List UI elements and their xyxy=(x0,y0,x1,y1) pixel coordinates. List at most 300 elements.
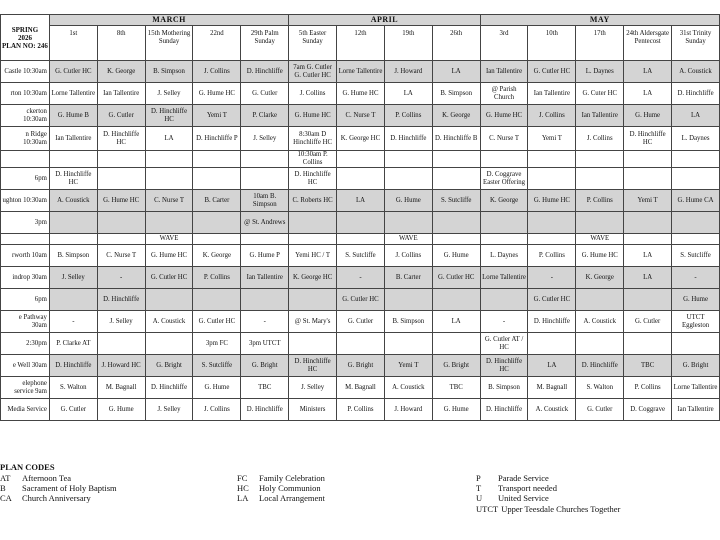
plan-cell xyxy=(624,168,672,190)
plan-cell: S. Walton xyxy=(576,377,624,399)
date-header xyxy=(432,26,480,61)
plan-cell: LA xyxy=(528,355,576,377)
plan-cell: B. Carter xyxy=(384,267,432,289)
code-meaning: Upper Teesdale Churches Together xyxy=(501,503,621,514)
date-label: 5th Easter Sunday xyxy=(298,30,327,45)
plan-cell xyxy=(480,151,528,168)
plan-cell: J. Howard xyxy=(384,399,432,421)
plan-cell: P. Collins xyxy=(337,399,385,421)
plan-cell: G. Hume HC xyxy=(576,245,624,267)
plan-cell xyxy=(337,151,385,168)
code-meaning: United Service xyxy=(498,493,549,504)
date-header xyxy=(480,26,528,61)
plan-cell: - xyxy=(97,267,145,289)
plan-cell: J. Collins xyxy=(576,127,624,151)
plan-cell: D. Hinchliffe xyxy=(384,127,432,151)
plan-cell: A. Coustick xyxy=(49,190,97,212)
plan-cell: Yemi T xyxy=(193,105,241,127)
plan-cell: TBC xyxy=(432,377,480,399)
plan-row xyxy=(1,245,720,267)
plan-cell xyxy=(193,151,241,168)
plan-cell: M. Bagnall xyxy=(528,377,576,399)
plan-cell: G. Hume HC xyxy=(145,245,193,267)
plan-cell xyxy=(672,151,720,168)
code-entry xyxy=(237,473,325,483)
plan-cell xyxy=(241,151,289,168)
plan-cell xyxy=(528,151,576,168)
plan-cell xyxy=(528,212,576,234)
plan-cell xyxy=(480,234,528,245)
corner-line: 2026 xyxy=(17,33,32,42)
church-label xyxy=(1,234,50,245)
plan-cell: P. Clarke AT xyxy=(49,333,97,355)
plan-cell: G. Bright xyxy=(337,355,385,377)
church-label: ckerton 10:30am xyxy=(1,105,50,127)
plan-cell: B. Simpson xyxy=(384,311,432,333)
code-abbrev: P xyxy=(476,473,481,483)
plan-cell: Lorne Tallentire xyxy=(480,267,528,289)
plan-cell: K. George xyxy=(97,61,145,83)
plan-cell: G. Bright xyxy=(145,355,193,377)
plan-cell: TBC xyxy=(241,377,289,399)
plan-row xyxy=(1,289,720,311)
plan-row xyxy=(1,355,720,377)
plan-cell: G. Hume HC xyxy=(193,83,241,105)
plan-cell xyxy=(97,333,145,355)
plan-cell: J. Selley xyxy=(145,83,193,105)
plan-cell: WAVE xyxy=(384,234,432,245)
plan-cell: G. Hume xyxy=(672,289,720,311)
plan-row xyxy=(1,333,720,355)
plan-cell: G. Hume xyxy=(432,245,480,267)
preaching-plan-table xyxy=(0,14,720,421)
church-label xyxy=(1,151,50,168)
plan-cell xyxy=(384,289,432,311)
plan-cell: G. Cutler HC xyxy=(49,61,97,83)
plan-cell: A. Coustick xyxy=(528,399,576,421)
church-label: 6pm xyxy=(1,289,50,311)
code-abbrev: FC xyxy=(237,473,248,483)
plan-cell xyxy=(528,333,576,355)
plan-corner-label xyxy=(1,15,50,61)
plan-cell: J. Selley xyxy=(145,399,193,421)
plan-cell: D. Coggrave xyxy=(624,399,672,421)
plan-cell: S. Sutcliffe xyxy=(432,190,480,212)
plan-cell: Lorne Tallentire xyxy=(672,377,720,399)
plan-cell xyxy=(432,212,480,234)
date-label: 26th xyxy=(450,30,463,37)
plan-cell xyxy=(289,289,337,311)
plan-cell: J. Howard HC xyxy=(97,355,145,377)
code-abbrev: T xyxy=(476,483,482,494)
plan-row xyxy=(1,399,720,421)
code-abbrev: B xyxy=(0,483,6,494)
plan-cell xyxy=(576,212,624,234)
church-label: 6pm xyxy=(1,168,50,190)
plan-cell: S. Sutcliffe xyxy=(337,245,385,267)
plan-cell: Lorne Tallentire xyxy=(337,61,385,83)
plan-cell xyxy=(576,168,624,190)
corner-line: PLAN NO: 246 xyxy=(2,41,48,50)
plan-cell: D. Hinchliffe xyxy=(480,399,528,421)
code-entry xyxy=(476,473,620,483)
plan-cell xyxy=(289,212,337,234)
plan-cell xyxy=(624,333,672,355)
plan-cell: G. Bright xyxy=(672,355,720,377)
plan-cell: D. Hinchliffe xyxy=(241,61,289,83)
plan-cell: G. Cutler xyxy=(241,83,289,105)
plan-cell: - xyxy=(528,267,576,289)
plan-cell xyxy=(145,289,193,311)
plan-row xyxy=(1,267,720,289)
plan-cell: D. Hinchliffe xyxy=(528,311,576,333)
date-label: 10th xyxy=(545,30,558,37)
plan-cell xyxy=(241,234,289,245)
plan-cell: L. Daynes xyxy=(672,127,720,151)
plan-cell: TBC xyxy=(624,355,672,377)
plan-cell: Ian Tallentire xyxy=(241,267,289,289)
plan-cell xyxy=(193,234,241,245)
church-label: 3pm xyxy=(1,212,50,234)
plan-cell: B. Carter xyxy=(193,190,241,212)
plan-cell xyxy=(384,333,432,355)
plan-cell: LA xyxy=(432,61,480,83)
plan-cell: G. Hume xyxy=(97,399,145,421)
plan-cell: B. Simpson xyxy=(145,61,193,83)
plan-cell: C. Nurse T xyxy=(145,190,193,212)
church-label: indrop 30am xyxy=(1,267,50,289)
plan-cell: D. Hinchliffe P xyxy=(193,127,241,151)
date-header xyxy=(384,26,432,61)
plan-cell: D. Hinchliffe HC xyxy=(289,355,337,377)
plan-cell xyxy=(241,168,289,190)
plan-cell: Yemi T xyxy=(384,355,432,377)
plan-cell: G. Cutler HC xyxy=(145,267,193,289)
plan-cell: G. Hume xyxy=(193,377,241,399)
plan-cell: D. Coggrave Easter Offering xyxy=(480,168,528,190)
code-entry xyxy=(237,493,325,503)
plan-cell xyxy=(337,234,385,245)
plan-cell: LA xyxy=(337,190,385,212)
plan-cell: D. Hinchliffe HC xyxy=(624,127,672,151)
plan-row xyxy=(1,127,720,151)
plan-cell: @ Parish Church xyxy=(480,83,528,105)
date-header xyxy=(49,26,97,61)
plan-cell: J. Collins xyxy=(384,245,432,267)
plan-codes-title: PLAN CODES xyxy=(0,462,55,472)
plan-cell: S. Sutcliffe xyxy=(672,245,720,267)
plan-cell: K. George xyxy=(576,267,624,289)
plan-row xyxy=(1,168,720,190)
plan-cell xyxy=(624,234,672,245)
plan-cell: G. Hume xyxy=(384,190,432,212)
plan-cell: G. Hume xyxy=(432,399,480,421)
plan-cell xyxy=(97,234,145,245)
plan-cell: P. Collins xyxy=(384,105,432,127)
date-label: 19th xyxy=(402,30,415,37)
plan-cell xyxy=(672,168,720,190)
date-label: 12th xyxy=(354,30,367,37)
plan-cell: B. Simpson xyxy=(49,245,97,267)
plan-cell: 10am B. Simpson xyxy=(241,190,289,212)
plan-cell xyxy=(576,333,624,355)
date-header xyxy=(528,26,576,61)
plan-cell: LA xyxy=(384,83,432,105)
plan-cell: LA xyxy=(624,267,672,289)
plan-cell: J. Collins xyxy=(289,83,337,105)
code-meaning: Transport needed xyxy=(498,483,557,494)
plan-row xyxy=(1,61,720,83)
plan-cell xyxy=(97,212,145,234)
plan-cell: D. Hinchliffe HC xyxy=(480,355,528,377)
plan-cell xyxy=(432,234,480,245)
plan-cell xyxy=(241,289,289,311)
plan-cell: M. Bagnall xyxy=(337,377,385,399)
plan-cell: P. Collins xyxy=(576,190,624,212)
plan-cell xyxy=(49,234,97,245)
plan-cell: D. Hinchliffe xyxy=(49,355,97,377)
plan-cell: Lorne Tallentire xyxy=(49,83,97,105)
code-abbrev: U xyxy=(476,493,483,504)
plan-row xyxy=(1,83,720,105)
church-label: elephone service 9am xyxy=(1,377,50,399)
plan-cell: @ St. Mary's xyxy=(289,311,337,333)
plan-cell: G. Cutler xyxy=(49,399,97,421)
plan-cell: D. Hinchliffe B xyxy=(432,127,480,151)
plan-cell: Yemi T xyxy=(528,127,576,151)
plan-cell xyxy=(289,333,337,355)
date-label: 31st Trinity Sunday xyxy=(679,30,712,45)
date-label: 3rd xyxy=(499,30,509,37)
plan-cell: LA xyxy=(432,311,480,333)
church-label: e Pathway 30am xyxy=(1,311,50,333)
date-label: 24th Aldersgate Pentecost xyxy=(626,30,670,45)
plan-cell xyxy=(193,212,241,234)
plan-cell: G. Hume CA xyxy=(672,190,720,212)
plan-cell: Ian Tallentire xyxy=(49,127,97,151)
plan-cell: G. Hume xyxy=(624,105,672,127)
plan-cell xyxy=(193,289,241,311)
plan-cell: @ St. Andrews xyxy=(241,212,289,234)
plan-cell: D. Hinchliffe HC xyxy=(49,168,97,190)
date-header xyxy=(672,26,720,61)
church-label: ughton 10:30am xyxy=(1,190,50,212)
plan-cell: P. Collins xyxy=(528,245,576,267)
plan-cell: G. Cuter HC xyxy=(576,83,624,105)
plan-cell xyxy=(145,212,193,234)
code-meaning: Sacrament of Holy Baptism xyxy=(22,483,117,494)
plan-cell: P. Clarke xyxy=(241,105,289,127)
date-header xyxy=(97,26,145,61)
plan-cell xyxy=(145,333,193,355)
codes-column-1 xyxy=(0,473,117,504)
code-abbrev: AT xyxy=(0,473,11,483)
plan-cell xyxy=(145,151,193,168)
plan-cell: UTCT Eggleston xyxy=(672,311,720,333)
month-header-march: MARCH xyxy=(49,15,288,26)
plan-cell: Ian Tallentire xyxy=(528,83,576,105)
plan-cell: LA xyxy=(624,83,672,105)
plan-cell: D. Hinchliffe HC xyxy=(97,127,145,151)
code-entry xyxy=(476,493,620,503)
plan-cell xyxy=(528,234,576,245)
date-label: 17th xyxy=(593,30,606,37)
code-entry xyxy=(476,504,620,514)
plan-cell: C. Nurse T xyxy=(337,105,385,127)
plan-row xyxy=(1,105,720,127)
code-entry xyxy=(0,483,117,493)
plan-row xyxy=(1,151,720,168)
plan-cell: J. Collins xyxy=(193,61,241,83)
code-abbrev: LA xyxy=(237,493,249,504)
plan-cell xyxy=(193,168,241,190)
plan-cell xyxy=(432,333,480,355)
plan-cell: C. Roberts HC xyxy=(289,190,337,212)
plan-cell: G. Cutler AT / HC xyxy=(480,333,528,355)
date-header xyxy=(576,26,624,61)
corner-line: SPRING xyxy=(11,25,39,34)
plan-cell: D. Hinchliffe xyxy=(241,399,289,421)
plan-cell: G. Cutler xyxy=(624,311,672,333)
plan-cell: G. Cutler HC xyxy=(193,311,241,333)
church-label: Media Service xyxy=(1,399,50,421)
plan-cell: L. Daynes xyxy=(480,245,528,267)
date-label: 22nd xyxy=(210,30,224,37)
plan-cell: 3pm UTCT xyxy=(241,333,289,355)
plan-cell: Ian Tallentire xyxy=(672,399,720,421)
plan-cell xyxy=(432,289,480,311)
code-entry xyxy=(237,483,325,493)
plan-cell: D. Hinchliffe xyxy=(576,355,624,377)
plan-cell: K. George HC xyxy=(337,127,385,151)
plan-cell: Ministers xyxy=(289,399,337,421)
plan-cell: 8:30am D Hinchliffe HC xyxy=(289,127,337,151)
code-meaning: Church Anniversary xyxy=(22,493,91,504)
plan-cell: G. Cutler xyxy=(576,399,624,421)
plan-cell: S. Walton xyxy=(49,377,97,399)
plan-cell xyxy=(528,168,576,190)
codes-column-2 xyxy=(237,473,325,504)
plan-cell xyxy=(672,234,720,245)
plan-cell xyxy=(480,212,528,234)
plan-cell: LA xyxy=(624,245,672,267)
code-meaning: Local Arrangement xyxy=(259,493,325,504)
plan-cell: G. Cutler HC xyxy=(528,61,576,83)
plan-cell: D. Hinchliffe xyxy=(145,377,193,399)
plan-cell: - xyxy=(337,267,385,289)
plan-cell: C. Nurse T xyxy=(480,127,528,151)
code-entry xyxy=(476,483,620,493)
plan-cell: G. Cutler HC xyxy=(432,267,480,289)
code-meaning: Holy Communion xyxy=(259,483,321,494)
plan-cell: J. Howard xyxy=(384,61,432,83)
plan-cell: G. Hume HC xyxy=(289,105,337,127)
plan-cell: 3pm FC xyxy=(193,333,241,355)
plan-row xyxy=(1,311,720,333)
plan-cell: WAVE xyxy=(145,234,193,245)
plan-row xyxy=(1,377,720,399)
plan-cell: G. Cutler HC xyxy=(528,289,576,311)
church-label: Castle 10:30am xyxy=(1,61,50,83)
plan-cell xyxy=(337,212,385,234)
plan-cell xyxy=(672,212,720,234)
plan-cell: - xyxy=(49,311,97,333)
plan-cell: B. Simpson xyxy=(480,377,528,399)
plan-cell: D. Hinchliffe xyxy=(672,83,720,105)
plan-cell: G. Cutler xyxy=(337,311,385,333)
plan-cell: G. Bright xyxy=(432,355,480,377)
plan-cell: - xyxy=(672,267,720,289)
date-header xyxy=(624,26,672,61)
plan-cell: M. Bagnall xyxy=(97,377,145,399)
code-abbrev: CA xyxy=(0,493,12,504)
plan-cell: P. Collins xyxy=(624,377,672,399)
church-label: rworth 10am xyxy=(1,245,50,267)
plan-cell: Ian Tallentire xyxy=(480,61,528,83)
plan-row xyxy=(1,234,720,245)
month-header-april: APRIL xyxy=(289,15,480,26)
plan-cell: S. Sutcliffe xyxy=(193,355,241,377)
date-header xyxy=(337,26,385,61)
plan-cell: LA xyxy=(624,61,672,83)
plan-cell: K. George xyxy=(480,190,528,212)
church-label: n Ridge 10:30am xyxy=(1,127,50,151)
plan-cell xyxy=(576,289,624,311)
plan-cell: Ian Tallentire xyxy=(576,105,624,127)
plan-cell: 7am G. Cutler G. Cutler HC xyxy=(289,61,337,83)
plan-cell: G. Bright xyxy=(241,355,289,377)
plan-cell: A. Coustick xyxy=(384,377,432,399)
code-entry xyxy=(0,473,117,483)
plan-cell: J. Selley xyxy=(289,377,337,399)
plan-cell: K. George xyxy=(432,105,480,127)
plan-cell xyxy=(576,151,624,168)
plan-cell: J. Selley xyxy=(97,311,145,333)
plan-cell xyxy=(384,168,432,190)
code-abbrev: HC xyxy=(237,483,249,494)
plan-cell xyxy=(289,234,337,245)
church-label: 2:30pm xyxy=(1,333,50,355)
plan-cell: - xyxy=(241,311,289,333)
plan-cell: LA xyxy=(672,105,720,127)
plan-cell: - xyxy=(480,311,528,333)
plan-cell: 10:30am P. Collins xyxy=(289,151,337,168)
plan-cell: J. Selley xyxy=(241,127,289,151)
code-abbrev: UTCT xyxy=(476,503,499,514)
code-entry xyxy=(0,493,117,503)
plan-cell: D. Hinchliffe HC xyxy=(289,168,337,190)
plan-row xyxy=(1,212,720,234)
plan-cell: A. Coustick xyxy=(145,311,193,333)
plan-cell xyxy=(672,333,720,355)
plan-cell: LA xyxy=(145,127,193,151)
plan-cell: Ian Tallentire xyxy=(97,83,145,105)
plan-row xyxy=(1,190,720,212)
plan-cell: C. Nurse T xyxy=(97,245,145,267)
plan-cell: B. Simpson xyxy=(432,83,480,105)
code-meaning: Parade Service xyxy=(498,473,549,483)
plan-cell xyxy=(49,151,97,168)
plan-cell xyxy=(480,289,528,311)
plan-cell: G. Cutler HC xyxy=(337,289,385,311)
plan-cell xyxy=(624,289,672,311)
plan-cell: G. Hume HC xyxy=(337,83,385,105)
date-header xyxy=(193,26,241,61)
codes-column-3 xyxy=(476,473,620,514)
plan-cell xyxy=(624,212,672,234)
plan-cell: L. Daynes xyxy=(576,61,624,83)
plan-cell xyxy=(49,212,97,234)
